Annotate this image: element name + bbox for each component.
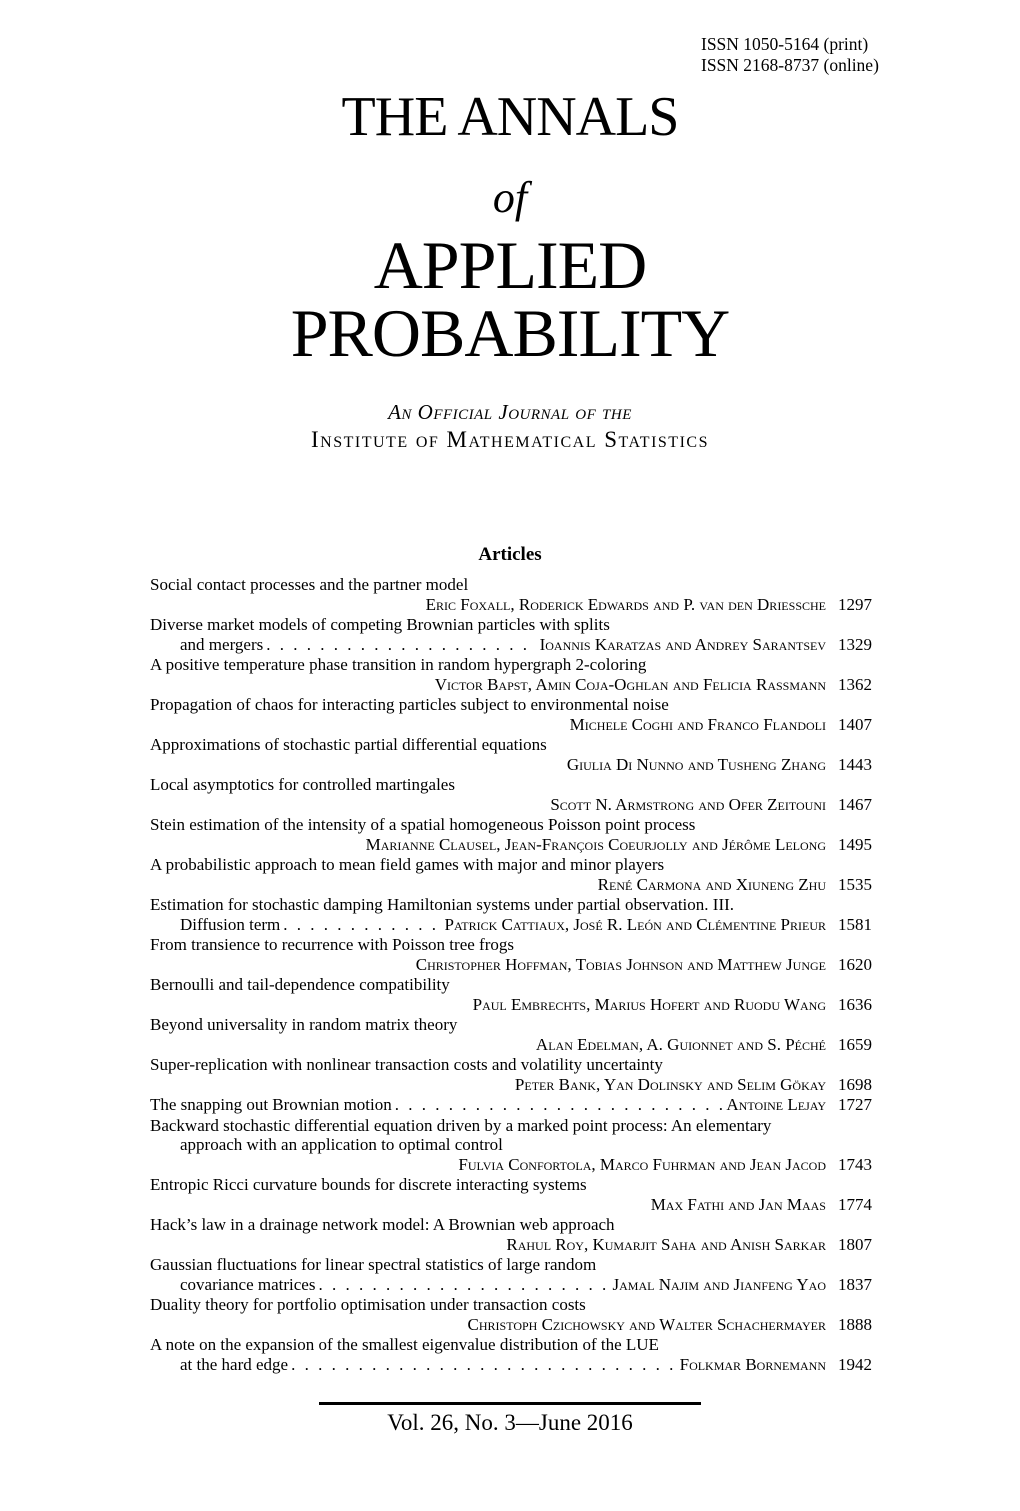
article-authors: Patrick Cattiaux, José R. León and Clémentine Prieur bbox=[444, 914, 826, 934]
article-title-line: covariance matrices bbox=[180, 1274, 316, 1294]
article-authors-line bbox=[150, 1075, 872, 1095]
dot-leader bbox=[283, 915, 441, 935]
article-entry bbox=[150, 1295, 872, 1334]
article-entry bbox=[150, 895, 872, 934]
article-authors: Peter Bank, Yan Dolinsky and Selim Gökay bbox=[514, 1074, 826, 1094]
article-authors: Christopher Hoffman, Tobias Johnson and Matthew Junge bbox=[415, 954, 826, 974]
volume-issue-date: Vol. 26, No. 3—June 2016 bbox=[387, 1410, 633, 1435]
article-page-number: 1362 bbox=[838, 674, 872, 694]
article-page-number: 1329 bbox=[838, 634, 872, 654]
article-title-line: Diffusion term bbox=[180, 914, 281, 934]
dot-leader bbox=[318, 1275, 609, 1295]
article-authors: Christoph Czichowsky and Walter Schachermayer bbox=[467, 1314, 826, 1334]
journal-title-line-3: APPLIED bbox=[373, 227, 647, 303]
article-entry bbox=[150, 1095, 872, 1115]
article-entry bbox=[150, 815, 872, 854]
article-entry bbox=[150, 1255, 872, 1294]
article-leader-line bbox=[150, 1275, 872, 1295]
article-page-number: 1888 bbox=[838, 1314, 872, 1334]
article-entry bbox=[150, 1335, 872, 1374]
article-title-line: Diverse market models of competing Brownian particles with splits bbox=[150, 615, 610, 634]
article-page-number: 1727 bbox=[838, 1095, 872, 1114]
article-authors-line bbox=[150, 675, 872, 695]
article-title-line: A probabilistic approach to mean field games with major and minor players bbox=[150, 855, 665, 874]
article-page-number: 1620 bbox=[838, 954, 872, 974]
article-entry bbox=[150, 695, 872, 734]
article-authors: Marianne Clausel, Jean-François Coeurjolly and Jérôme Lelong bbox=[365, 834, 826, 854]
article-title-line: Stein estimation of the intensity of a spatial homogeneous Poisson point process bbox=[150, 815, 696, 834]
article-page-number: 1443 bbox=[838, 754, 872, 774]
journal-title-line-1: THE ANNALS bbox=[341, 86, 679, 148]
article-title-line: The snapping out Brownian motion bbox=[150, 1095, 392, 1114]
article-authors: Paul Embrechts, Marius Hofert and Ruodu Wang bbox=[472, 994, 826, 1014]
article-authors-line bbox=[150, 595, 872, 615]
article-title-line: Propagation of chaos for interacting particles subject to environmental noise bbox=[150, 695, 669, 714]
journal-subtitle-line-2: Institute of Mathematical Statistics bbox=[311, 427, 709, 452]
article-authors-line bbox=[150, 755, 872, 775]
article-title-line: Bernoulli and tail-dependence compatibility bbox=[150, 975, 450, 994]
article-authors: Fulvia Confortola, Marco Fuhrman and Jean Jacod bbox=[458, 1154, 826, 1174]
article-page-number: 1581 bbox=[838, 914, 872, 934]
article-page-number: 1774 bbox=[838, 1194, 872, 1214]
article-title-line: Local asymptotics for controlled martingales bbox=[150, 775, 455, 794]
article-page-number: 1495 bbox=[838, 834, 872, 854]
article-authors: Eric Foxall, Roderick Edwards and P. van den Driessche bbox=[425, 594, 826, 614]
article-entry bbox=[150, 1116, 872, 1175]
articles-heading: Articles bbox=[478, 544, 542, 565]
article-authors-line bbox=[150, 1315, 872, 1335]
article-authors-line bbox=[150, 1235, 872, 1255]
article-authors: Max Fathi and Jan Maas bbox=[650, 1194, 826, 1214]
article-title-line: Beyond universality in random matrix theory bbox=[150, 1015, 458, 1034]
article-entry bbox=[150, 1015, 872, 1054]
issn-print: ISSN 1050-5164 (print) bbox=[701, 34, 869, 54]
article-title-line: From transience to recurrence with Poisson tree frogs bbox=[150, 935, 514, 954]
article-title-line: Estimation for stochastic damping Hamiltonian systems under partial observation. III. bbox=[150, 895, 735, 914]
article-entry bbox=[150, 1175, 872, 1214]
article-authors-line bbox=[150, 795, 872, 815]
issn-block bbox=[701, 34, 879, 76]
article-entry bbox=[150, 1215, 872, 1254]
article-authors-line bbox=[150, 835, 872, 855]
article-authors: Antoine Lejay bbox=[726, 1095, 826, 1114]
article-leader-line bbox=[150, 915, 872, 935]
article-authors: Ioannis Karatzas and Andrey Sarantsev bbox=[539, 634, 826, 654]
article-page-number: 1942 bbox=[838, 1354, 872, 1374]
articles-list bbox=[150, 575, 872, 1375]
article-title-line: Super-replication with nonlinear transaction costs and volatility uncertainty bbox=[150, 1055, 663, 1074]
dot-leader bbox=[291, 1355, 677, 1375]
article-entry bbox=[150, 1055, 872, 1094]
article-page-number: 1743 bbox=[838, 1154, 872, 1174]
article-authors: René Carmona and Xiuneng Zhu bbox=[597, 874, 826, 894]
article-title-line: at the hard edge bbox=[180, 1354, 289, 1374]
article-entry bbox=[150, 615, 872, 654]
article-leader-line bbox=[150, 1095, 872, 1115]
article-authors: Michele Coghi and Franco Flandoli bbox=[569, 714, 826, 734]
dot-leader bbox=[266, 635, 536, 655]
journal-title-line-4: PROBABILITY bbox=[290, 295, 730, 371]
article-page-number: 1636 bbox=[838, 994, 872, 1014]
journal-title-line-2: of bbox=[492, 173, 528, 222]
article-page-number: 1837 bbox=[838, 1274, 872, 1294]
article-authors: Jamal Najim and Jianfeng Yao bbox=[612, 1274, 826, 1294]
article-page-number: 1297 bbox=[838, 594, 872, 614]
article-title-line: Approximations of stochastic partial differential equations bbox=[150, 735, 547, 754]
article-authors-line bbox=[150, 1035, 872, 1055]
article-authors: Folkmar Bornemann bbox=[679, 1354, 826, 1374]
article-authors-line bbox=[150, 875, 872, 895]
article-page-number: 1535 bbox=[838, 874, 872, 894]
article-entry bbox=[150, 735, 872, 774]
article-authors-line bbox=[150, 715, 872, 735]
dot-leader bbox=[395, 1095, 724, 1115]
article-title-line: Social contact processes and the partner model bbox=[150, 575, 469, 594]
article-authors-line bbox=[150, 995, 872, 1015]
article-page-number: 1407 bbox=[838, 714, 872, 734]
article-authors-line bbox=[150, 1155, 872, 1175]
article-entry bbox=[150, 775, 872, 814]
article-page-number: 1467 bbox=[838, 794, 872, 814]
article-page-number: 1807 bbox=[838, 1234, 872, 1254]
article-authors: Scott N. Armstrong and Ofer Zeitouni bbox=[550, 794, 826, 814]
article-page-number: 1659 bbox=[838, 1034, 872, 1054]
article-entry bbox=[150, 655, 872, 694]
article-title-line: Gaussian fluctuations for linear spectral statistics of large random bbox=[150, 1255, 597, 1274]
article-entry bbox=[150, 575, 872, 614]
article-leader-line bbox=[150, 1355, 872, 1375]
journal-subtitle-line-1: An Official Journal of the bbox=[388, 400, 632, 424]
article-authors: Rahul Roy, Kumarjit Saha and Anish Sarkar bbox=[506, 1234, 826, 1254]
article-authors-line bbox=[150, 955, 872, 975]
article-page-number: 1698 bbox=[838, 1074, 872, 1094]
article-entry bbox=[150, 855, 872, 894]
article-authors: Giulia Di Nunno and Tusheng Zhang bbox=[566, 754, 826, 774]
issn-online: ISSN 2168-8737 (online) bbox=[701, 55, 879, 75]
article-title-line: A note on the expansion of the smallest eigenvalue distribution of the LUE bbox=[150, 1335, 659, 1354]
article-authors: Victor Bapst, Amin Coja-Oghlan and Felicia Rassmann bbox=[434, 674, 826, 694]
article-title-line: Duality theory for portfolio optimisation under transaction costs bbox=[150, 1295, 586, 1314]
article-leader-line bbox=[150, 635, 872, 655]
footer-rule bbox=[319, 1402, 701, 1405]
article-title-line: A positive temperature phase transition in random hypergraph 2-coloring bbox=[150, 655, 647, 674]
article-title-line: Entropic Ricci curvature bounds for discrete interacting systems bbox=[150, 1175, 587, 1194]
article-entry bbox=[150, 975, 872, 1014]
article-title-line: and mergers bbox=[180, 634, 264, 654]
article-title-line: approach with an application to optimal control bbox=[180, 1135, 503, 1154]
article-authors: Alan Edelman, A. Guionnet and S. Péché bbox=[535, 1034, 826, 1054]
article-entry bbox=[150, 935, 872, 974]
article-title-line: Hack’s law in a drainage network model: A Brownian web approach bbox=[150, 1215, 615, 1234]
article-title-line: Backward stochastic differential equation driven by a marked point process: An elementary bbox=[150, 1115, 772, 1135]
article-authors-line bbox=[150, 1195, 872, 1215]
